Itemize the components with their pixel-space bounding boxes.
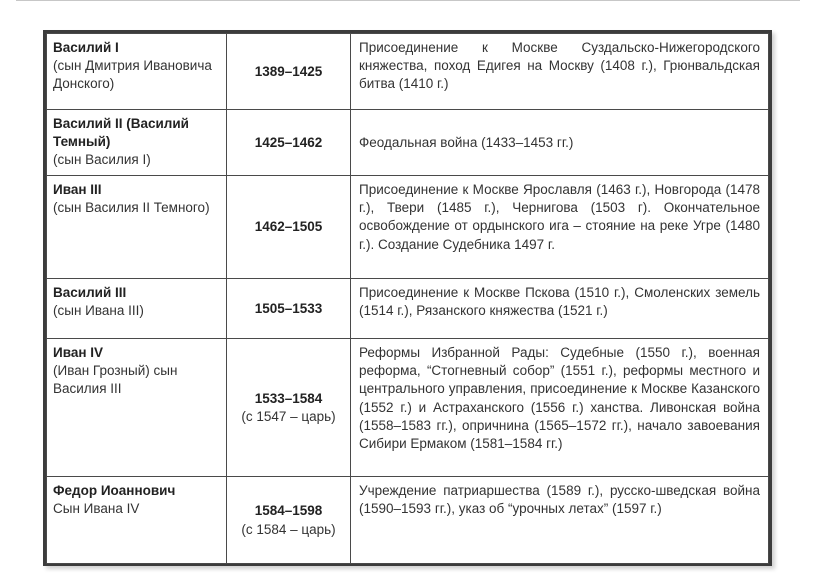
reign-years: 1533–1584 [254,390,323,406]
table-row [47,110,769,176]
table-row [47,176,769,279]
table-row [47,34,769,110]
reign-years: 1584–1598 [254,503,323,519]
events-cell: Феодальная война (1433–1453 гг.) [351,110,769,176]
years-cell [227,279,351,339]
ruler-cell [47,176,227,279]
reign-years: 1389–1425 [254,63,323,79]
years-cell [227,477,351,564]
reign-years: 1462–1505 [254,219,323,235]
events-cell: Присоединение к Москве Суздальско-Нижегородского княжества, поход Едигея на Москву (1408 г.), Грюнвальдская битва (1410 г.) [351,34,769,110]
events-cell: Учреждение патриаршества (1589 г.), русско-шведская война (1590–1593 гг.), указ об “урочных летах” (1597 г.) [351,477,769,564]
ruler-name: Василий II (Василий Темный) [53,116,189,150]
ruler-name: Иван IV [53,345,103,360]
rulers-table-container [43,30,772,566]
page-top-rule [16,0,800,1]
ruler-note: (сын Василия II Темного) [53,200,210,216]
ruler-cell [47,110,227,176]
ruler-note: Сын Ивана IV [53,501,140,517]
ruler-note: (сын Василия I) [53,152,151,168]
years-cell [227,176,351,279]
table-row [47,279,769,339]
events-cell: Реформы Избранной Рады: Судебные (1550 г.), военная реформа, “Стогневный собор” (1551 г.), реформы местного и центрального управления, присоединение к Москве Казанского (1552 г.) и Астраханского (1556 г.) ханства. Ливонская война (1558–1583 гг.), опричнина (1565–1572 гг.), начало завоевания Сибири Ермаком (1581–1584 гг.) [351,339,769,477]
rulers-table [46,33,769,564]
ruler-cell [47,477,227,564]
table-row [47,477,769,564]
years-cell [227,34,351,110]
ruler-name: Василий III [53,285,127,300]
table-row [47,339,769,477]
ruler-note: (сын Ивана III) [53,303,144,319]
years-cell [227,339,351,477]
years-cell [227,110,351,176]
ruler-name: Иван III [53,182,102,197]
ruler-note: (Иван Грозный) сын Василия III [53,363,178,397]
ruler-note: (сын Дмитрия Ивановича Донского) [53,58,212,92]
reign-years: 1425–1462 [254,134,323,150]
events-cell: Присоединение к Москве Пскова (1510 г.), Смоленских земель (1514 г.), Рязанского княжества (1521 г.) [351,279,769,339]
ruler-cell [47,339,227,477]
reign-years: 1505–1533 [254,300,323,316]
ruler-name: Федор Иоаннович [53,483,176,498]
reign-years-note: (с 1584 – царь) [241,521,336,537]
events-cell: Присоединение к Москве Ярославля (1463 г.), Новгорода (1478 г.), Твери (1485 г.), Чернигова (1503 г). Окончательное освобождение от ордынского ига – стояние на реке Угре (1480 г.). Создание Судебника 1497 г. [351,176,769,279]
ruler-name: Василий I [53,40,119,55]
ruler-cell [47,279,227,339]
ruler-cell [47,34,227,110]
reign-years-note: (с 1547 – царь) [241,409,336,424]
